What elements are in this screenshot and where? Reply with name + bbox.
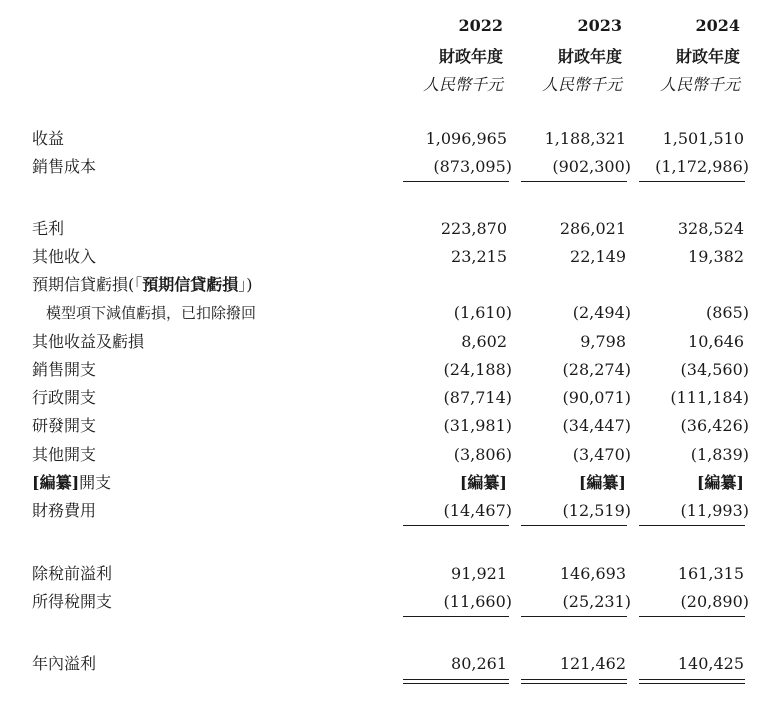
year-label: 2023 <box>577 16 622 35</box>
table-row-income-tax <box>0 590 784 614</box>
value-2024: (20,890) <box>680 592 749 611</box>
value-2023: [編纂] <box>578 473 626 492</box>
value-2024: 19,382 <box>688 247 744 266</box>
table-row-rnd-expenses <box>0 414 784 438</box>
table-row-other-expenses <box>0 443 784 467</box>
subtotal-rule <box>521 616 627 617</box>
table-row-profit-for-year <box>0 652 784 676</box>
value-2024: (1,839) <box>690 445 749 464</box>
value-2024: 1,501,510 <box>662 129 744 148</box>
subtotal-rule <box>521 525 627 526</box>
row-label: 行政開支 <box>32 388 97 407</box>
value-2024: (111,184) <box>670 388 749 407</box>
value-2024: 10,646 <box>688 332 744 351</box>
year-label: 2024 <box>695 16 740 35</box>
unit-label: 人民幣千元 <box>541 75 622 94</box>
value-2024: (865) <box>705 303 749 322</box>
unit-label: 人民幣千元 <box>659 75 740 94</box>
subtotal-rule <box>639 525 745 526</box>
row-label <box>32 273 253 297</box>
value-2022: (31,981) <box>443 416 512 435</box>
table-row-admin-expenses <box>0 386 784 410</box>
table-row-finance-costs <box>0 499 784 523</box>
value-2022: (873,095) <box>433 157 512 176</box>
row-label: 模型項下減值虧損，已扣除撥回 <box>46 304 257 322</box>
subtotal-rule <box>403 181 509 182</box>
label-redacted: [編纂] <box>32 473 80 492</box>
row-label: 其他收入 <box>32 247 97 266</box>
subtotal-rule <box>403 616 509 617</box>
subtotal-rule <box>639 181 745 182</box>
table-row-revenue <box>0 127 784 151</box>
value-2022: (24,188) <box>443 360 512 379</box>
value-2022: [編纂] <box>459 473 507 492</box>
table-row-redacted-expenses <box>0 471 784 495</box>
value-2024: 161,315 <box>677 564 744 583</box>
value-2022: (87,714) <box>443 388 512 407</box>
value-2023: 1,188,321 <box>544 129 626 148</box>
value-2023: 286,021 <box>559 219 626 238</box>
table-row-gross-profit <box>0 217 784 241</box>
row-label: 財務費用 <box>32 501 97 520</box>
value-2022: 1,096,965 <box>425 129 507 148</box>
subtotal-rule <box>639 616 745 617</box>
value-2023: 121,462 <box>559 654 626 673</box>
value-2023: (3,470) <box>572 445 631 464</box>
value-2023: 22,149 <box>570 247 626 266</box>
label-suffix: 開支 <box>79 473 112 492</box>
label-prefix: 預期信貸虧損(「 <box>32 275 143 294</box>
table-row-impairment-losses <box>0 301 784 325</box>
label-suffix: 」) <box>238 275 253 294</box>
label-defined-term: 預期信貸虧損 <box>142 275 239 294</box>
row-label: 除稅前溢利 <box>32 564 113 583</box>
value-2024: (11,993) <box>680 501 749 520</box>
value-2023: (12,519) <box>562 501 631 520</box>
value-2024: [編纂] <box>696 473 744 492</box>
value-2023: (34,447) <box>562 416 631 435</box>
row-label: 年內溢利 <box>32 654 97 673</box>
table-row-other-income <box>0 245 784 269</box>
value-2023: 146,693 <box>559 564 626 583</box>
value-2022: (14,467) <box>443 501 512 520</box>
total-double-rule <box>639 679 745 684</box>
value-2022: 223,870 <box>440 219 507 238</box>
row-label: 所得稅開支 <box>32 592 113 611</box>
value-2023: (902,300) <box>552 157 631 176</box>
row-label: 銷售開支 <box>32 360 97 379</box>
table-row-other-gains-losses <box>0 330 784 354</box>
total-double-rule <box>521 679 627 684</box>
fiscal-year-label: 財政年度 <box>675 47 740 66</box>
row-label: 其他收益及虧損 <box>32 332 145 351</box>
total-double-rule <box>403 679 509 684</box>
row-label: 研發開支 <box>32 416 97 435</box>
unit-label: 人民幣千元 <box>422 75 503 94</box>
value-2023: (28,274) <box>562 360 631 379</box>
value-2023: 9,798 <box>580 332 626 351</box>
value-2022: (11,660) <box>443 592 512 611</box>
fiscal-year-label: 財政年度 <box>438 47 503 66</box>
value-2022: 80,261 <box>451 654 507 673</box>
value-2022: (1,610) <box>453 303 512 322</box>
row-label: 毛利 <box>32 219 65 238</box>
value-2022: 23,215 <box>451 247 507 266</box>
row-label <box>32 471 111 495</box>
table-row-selling-expenses <box>0 358 784 382</box>
table-row-ecl-heading <box>0 273 784 297</box>
value-2024: 328,524 <box>677 219 744 238</box>
row-label: 其他開支 <box>32 445 97 464</box>
value-2023: (25,231) <box>562 592 631 611</box>
year-label: 2022 <box>458 16 503 35</box>
row-label: 收益 <box>32 129 65 148</box>
value-2023: (90,071) <box>562 388 631 407</box>
value-2023: (2,494) <box>572 303 631 322</box>
value-2022: 8,602 <box>461 332 507 351</box>
value-2024: 140,425 <box>677 654 744 673</box>
row-label: 銷售成本 <box>32 157 97 176</box>
value-2022: (3,806) <box>453 445 512 464</box>
subtotal-rule <box>403 525 509 526</box>
subtotal-rule <box>521 181 627 182</box>
value-2024: (34,560) <box>680 360 749 379</box>
value-2022: 91,921 <box>451 564 507 583</box>
table-row-cost-of-sales <box>0 155 784 179</box>
value-2024: (36,426) <box>680 416 749 435</box>
value-2024: (1,172,986) <box>655 157 749 176</box>
fiscal-year-label: 財政年度 <box>557 47 622 66</box>
table-row-profit-before-tax <box>0 562 784 586</box>
